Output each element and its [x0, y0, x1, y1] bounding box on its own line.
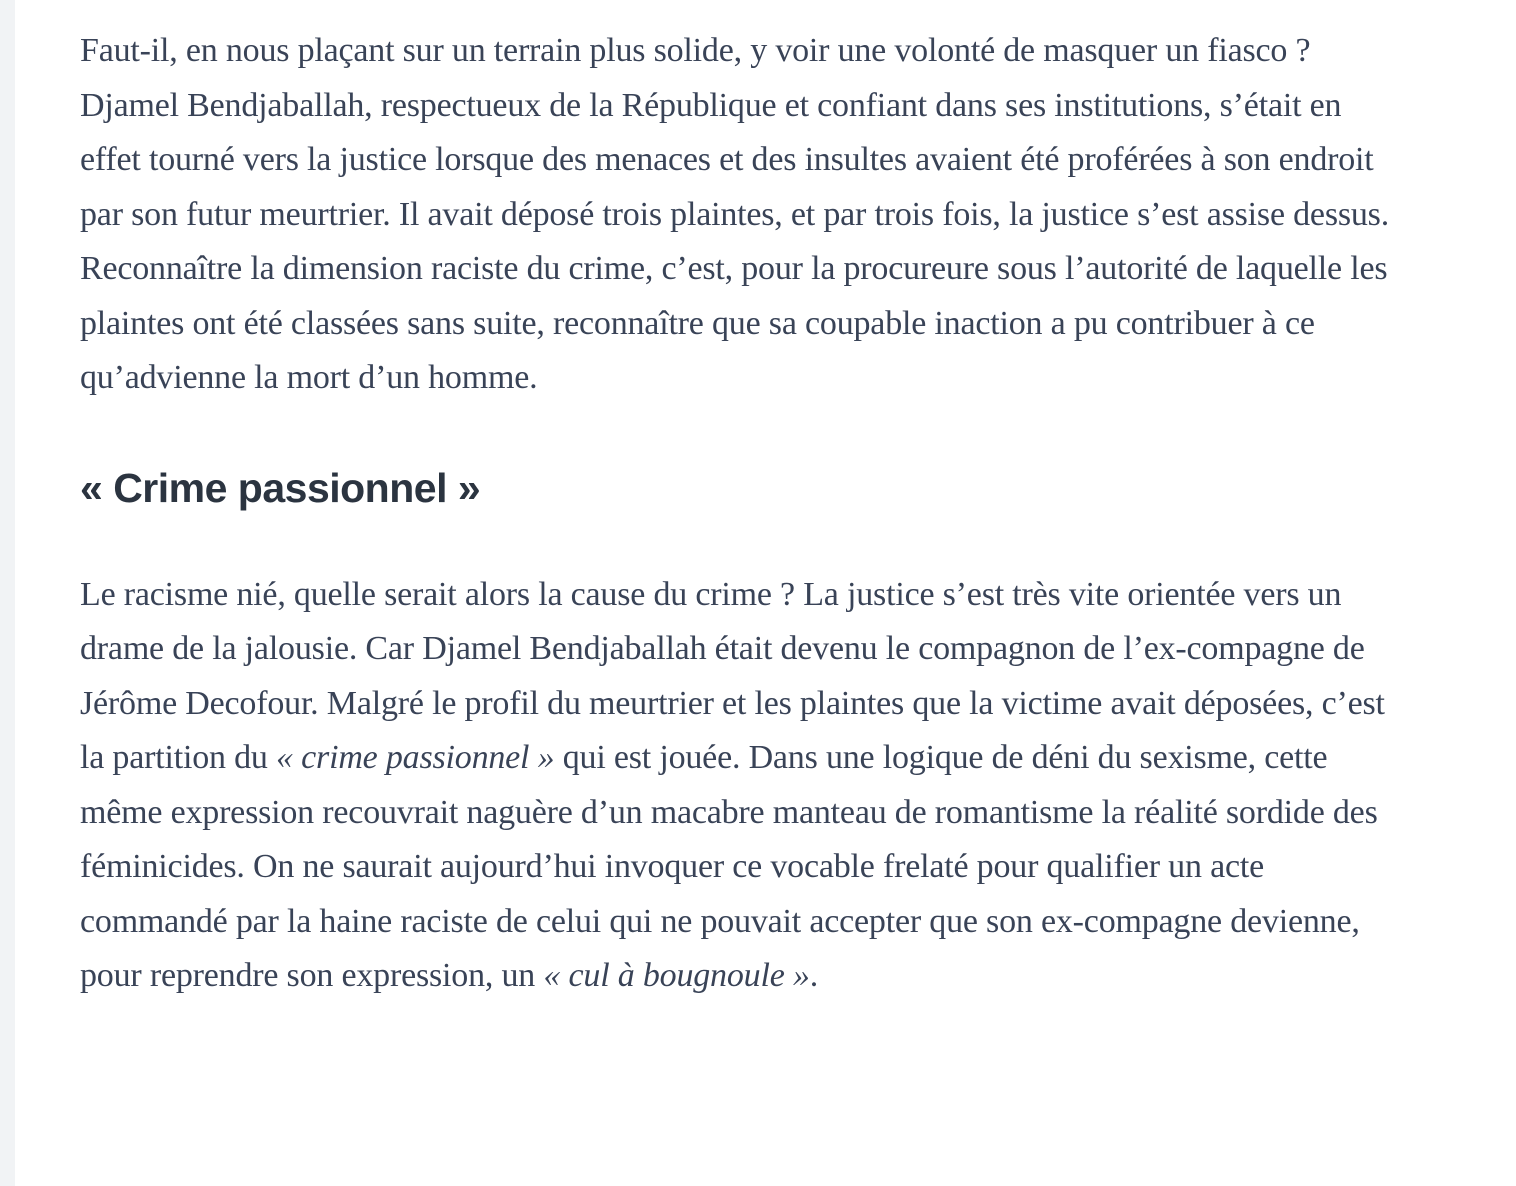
- quoted-phrase-cul-a-bougnoule: « cul à bougnoule »: [543, 957, 810, 994]
- section-heading: « Crime passionnel »: [80, 464, 481, 511]
- paragraph-2-text-run-1: Le racisme nié, quelle serait alors la cause du crime ? La justice s’est très vite orientée vers un drame de la jalousie. Car Djamel Bendjaballah était devenu le compagnon de l’ex-compagne de Jérôme Decofour. Malgré le profil du meurtrier et les plaintes que la victime avait déposées, c’est la partition du: [80, 575, 1385, 776]
- article-paragraph-2: [80, 568, 1392, 1004]
- article-paragraph-1: Faut-il, en nous plaçant sur un terrain plus solide, y voir une volonté de masquer un fiasco ? Djamel Bendjaballah, respectueux de la République et confiant dans ses institutions, s’était en effet tourné vers la justice lorsque des menaces et des insultes avaient été proférées à son endroit par son futur meurtrier. Il avait déposé trois plaintes, et par trois fois, la justice s’est assise dessus. Reconnaître la dimension raciste du crime, c’est, pour la procureure sous l’autorité de laquelle les plaintes ont été classées sans suite, reconnaître que sa coupable inaction a pu contribuer à ce qu’advienne la mort d’un homme.: [80, 32, 1390, 396]
- paragraph-2-text-run-2: qui est jouée. Dans une logique de déni du sexisme, cette même expression recouvrait naguère d’un macabre manteau de romantisme la réalité sordide des féminicides. On ne saurait aujourd’hui invoquer ce vocable frelaté pour qualifier un acte commandé par la haine raciste de celui qui ne pouvait accepter que son ex-compagne devienne, pour reprendre son expression, un: [80, 739, 1378, 994]
- paragraph-2-text-run-3: .: [809, 957, 818, 994]
- page-left-gutter: [0, 0, 15, 1186]
- quoted-phrase-crime-passionnel: « crime passionnel »: [276, 739, 555, 776]
- article-content: [80, 0, 1392, 1004]
